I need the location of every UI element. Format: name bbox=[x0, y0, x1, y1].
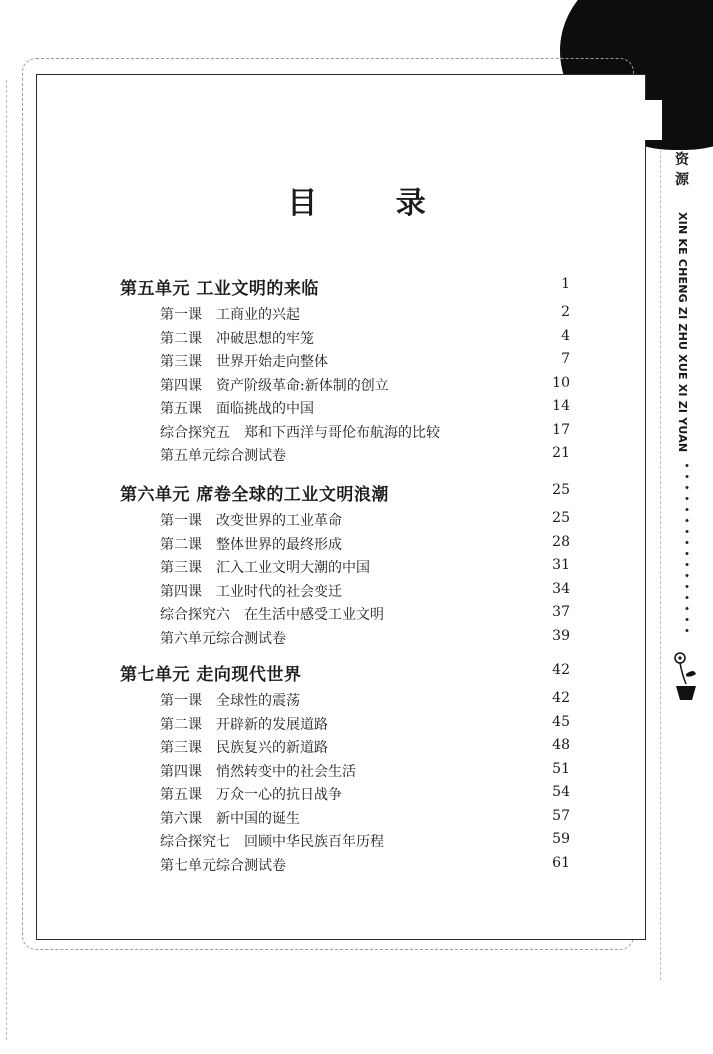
entry-label: 第一课 工商业的兴起 bbox=[160, 307, 300, 323]
entry-label: 第三课 汇入工业文明大潮的中国 bbox=[160, 560, 370, 576]
entry-page-number: 51 bbox=[552, 760, 570, 777]
unit-page-number: 25 bbox=[552, 482, 570, 498]
entry-page-number: 25 bbox=[552, 510, 570, 526]
toc-entry[interactable] bbox=[160, 808, 570, 830]
toc-entry[interactable] bbox=[160, 351, 570, 373]
toc-entry[interactable] bbox=[160, 831, 570, 853]
entry-page-number: 28 bbox=[552, 533, 570, 550]
unit-title: 第五单元 工业文明的来临 bbox=[120, 279, 319, 299]
left-margin-line bbox=[6, 80, 7, 1040]
entry-label: 第四课 资产阶级革命:新体制的创立 bbox=[160, 377, 389, 394]
entry-label: 第三课 民族复兴的新道路 bbox=[160, 740, 328, 756]
entry-label: 综合探究七 回顾中华民族百年历程 bbox=[160, 834, 384, 850]
entry-label: 第四课 工业时代的社会变迁 bbox=[160, 583, 342, 600]
entry-label: 第一课 全球性的震荡 bbox=[160, 693, 300, 709]
entry-label: 第一课 改变世界的工业革命 bbox=[160, 513, 342, 529]
entry-label: 第五单元综合测试卷 bbox=[160, 448, 286, 464]
toc-entry[interactable] bbox=[160, 714, 570, 736]
side-chars: 资 源 bbox=[675, 152, 689, 188]
entry-label: 第六课 新中国的诞生 bbox=[160, 810, 300, 827]
toc-entry[interactable] bbox=[160, 604, 570, 626]
toc-entry[interactable] bbox=[160, 784, 570, 806]
unit-title: 第六单元 席卷全球的工业文明浪潮 bbox=[120, 485, 389, 505]
entry-label: 第五课 万众一心的抗日战争 bbox=[160, 787, 342, 803]
toc-entry[interactable] bbox=[160, 737, 570, 759]
toc-entry[interactable] bbox=[160, 510, 570, 532]
toc-entry[interactable] bbox=[160, 304, 570, 326]
entry-page-number: 21 bbox=[552, 445, 570, 461]
unit-title: 第七单元 走向现代世界 bbox=[120, 665, 302, 685]
entry-label: 综合探究六 在生活中感受工业文明 bbox=[160, 607, 384, 623]
entry-page-number: 39 bbox=[552, 627, 570, 644]
entry-label: 综合探究五 郑和下西洋与哥伦布航海的比较 bbox=[160, 424, 440, 441]
entry-label: 第四课 悄然转变中的社会生活 bbox=[160, 763, 356, 780]
entry-page-number: 48 bbox=[552, 737, 570, 753]
entry-label: 第二课 整体世界的最终形成 bbox=[160, 536, 342, 553]
side-pinyin: XIN KE CHENG ZI ZHU XUE XI ZI YUAN bbox=[676, 212, 689, 453]
entry-page-number: 57 bbox=[552, 807, 570, 824]
entry-label: 第三课 世界开始走向整体 bbox=[160, 354, 328, 370]
entry-label: 第二课 开辟新的发展道路 bbox=[160, 716, 328, 733]
toc-entry[interactable] bbox=[160, 375, 570, 397]
toc-entry[interactable] bbox=[160, 628, 570, 650]
toc-entry[interactable] bbox=[160, 761, 570, 783]
toc-entry[interactable] bbox=[160, 581, 570, 603]
entry-label: 第二课 冲破思想的牢笼 bbox=[160, 330, 314, 347]
entry-label: 第五课 面临挑战的中国 bbox=[160, 401, 314, 417]
entry-page-number: 31 bbox=[552, 557, 570, 573]
toc-entry[interactable] bbox=[160, 422, 570, 444]
entry-page-number: 10 bbox=[552, 374, 570, 391]
entry-page-number: 59 bbox=[552, 831, 570, 847]
toc-entry[interactable] bbox=[160, 855, 570, 877]
toc-entry[interactable] bbox=[160, 328, 570, 350]
toc-entry[interactable] bbox=[160, 534, 570, 556]
entry-label: 第六单元综合测试卷 bbox=[160, 630, 286, 647]
toc-entry[interactable] bbox=[160, 445, 570, 467]
entry-page-number: 54 bbox=[552, 784, 570, 800]
entry-page-number: 45 bbox=[552, 713, 570, 730]
toc-entry[interactable] bbox=[160, 557, 570, 579]
toc-entry[interactable] bbox=[160, 690, 570, 712]
unit-heading[interactable] bbox=[120, 274, 570, 299]
unit-heading[interactable] bbox=[120, 660, 570, 685]
toc-entry[interactable] bbox=[160, 398, 570, 420]
flower-pot-icon bbox=[670, 650, 698, 710]
entry-page-number: 37 bbox=[552, 604, 570, 620]
entry-page-number: 7 bbox=[561, 351, 570, 367]
entry-page-number: 61 bbox=[552, 854, 570, 871]
unit-heading[interactable] bbox=[120, 480, 570, 505]
unit-page-number: 42 bbox=[552, 662, 570, 678]
page-title: 目 录 bbox=[287, 186, 460, 221]
entry-page-number: 2 bbox=[561, 304, 570, 320]
side-dotted-line bbox=[684, 460, 690, 640]
unit-page-number: 1 bbox=[561, 276, 570, 292]
entry-page-number: 17 bbox=[552, 421, 570, 438]
entry-page-number: 34 bbox=[552, 580, 570, 597]
entry-label: 第七单元综合测试卷 bbox=[160, 857, 286, 874]
entry-page-number: 14 bbox=[552, 398, 570, 414]
frame-tab bbox=[640, 100, 662, 140]
entry-page-number: 4 bbox=[561, 327, 570, 344]
entry-page-number: 42 bbox=[552, 690, 570, 706]
